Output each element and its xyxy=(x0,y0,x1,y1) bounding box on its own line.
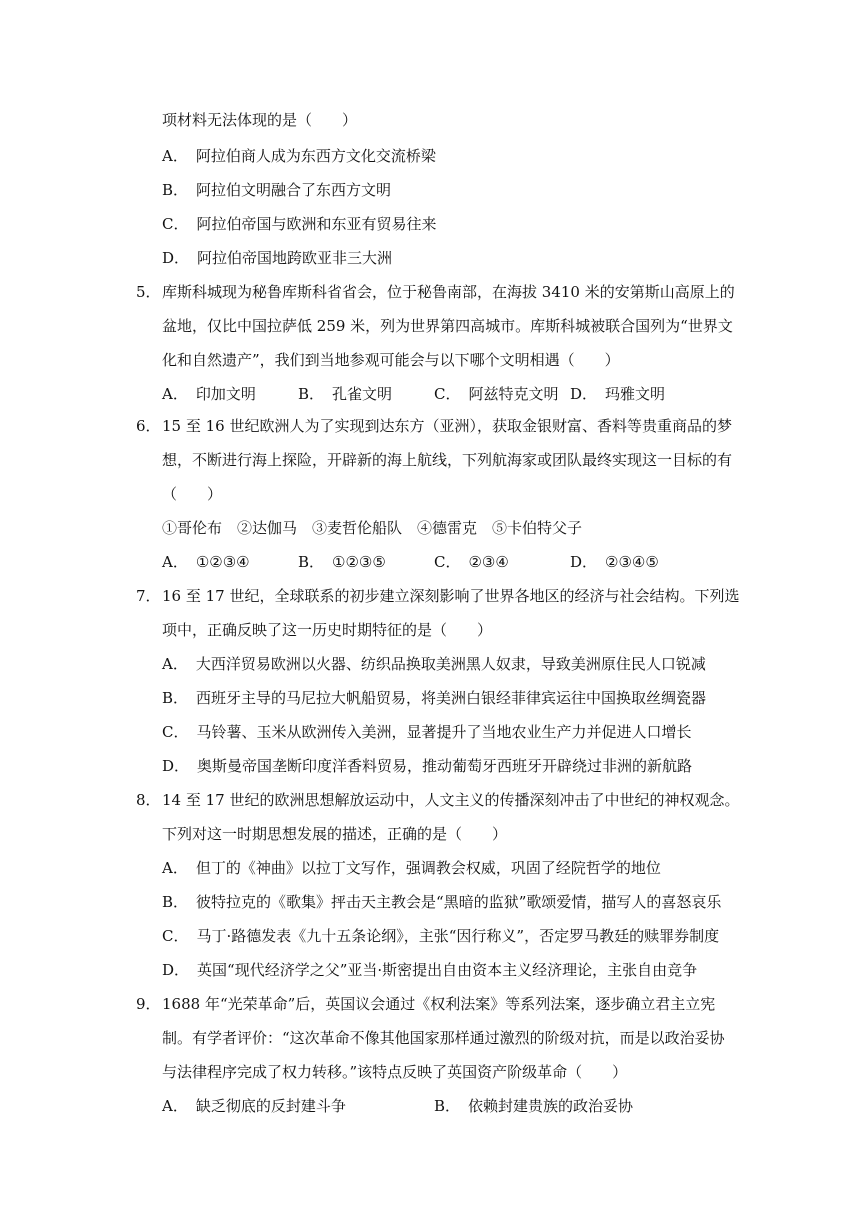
q8-option-d-text: 英国“现代经济学之父”亚当·斯密提出自由资本主义经济理论，主张自由竞争 xyxy=(197,961,698,979)
q7-option-d-text: 奥斯曼帝国垄断印度洋香料贸易，推动葡萄牙西班牙开辟绕过非洲的新航路 xyxy=(197,757,693,775)
q7-stem-line-1: 16 至 17 世纪，全球联系的初步建立深刻影响了世界各地区的经济与社会结构。下列选 xyxy=(162,587,740,605)
q5-stem-line-2: 盆地，仅比中国拉萨低 259 米，列为世界第四高城市。库斯科城被联合国列为“世界文 xyxy=(162,317,733,335)
option-letter: C． xyxy=(162,723,189,741)
q5-option-d[interactable] xyxy=(570,384,665,404)
q4-option-b-text: 阿拉伯文明融合了东西方文明 xyxy=(196,181,392,199)
option-letter: B． xyxy=(162,689,189,707)
q9-stem-line-2: 制。有学者评价：“这次革命不像其他国家那样通过激烈的阶级对抗，而是以政治妥协 xyxy=(162,1029,725,1047)
q5-number: 5． xyxy=(136,283,161,301)
q6-stem-line-3: （ ） xyxy=(162,485,223,503)
option-letter: A． xyxy=(162,655,188,673)
q5-option-c-text: 阿兹特克文明 xyxy=(468,385,559,403)
q5-option-d-text: 玛雅文明 xyxy=(605,385,666,403)
q7-number: 7． xyxy=(136,587,161,605)
option-letter: C． xyxy=(162,215,189,233)
q5-option-a[interactable] xyxy=(162,384,256,404)
q8-stem-line-2: 下列对这一时期思想发展的描述，正确的是（ ） xyxy=(162,825,508,843)
q8-option-b[interactable] xyxy=(162,892,721,912)
option-letter: B． xyxy=(162,893,189,911)
q9-option-b-text: 依赖封建贵族的政治妥协 xyxy=(468,1097,634,1115)
q4-option-c-text: 阿拉伯帝国与欧洲和东亚有贸易往来 xyxy=(196,215,437,233)
q4-option-a[interactable] xyxy=(162,146,436,166)
option-letter: A． xyxy=(162,147,188,165)
option-letter: A． xyxy=(162,1097,188,1115)
q6-option-c-text: ②③④ xyxy=(468,553,509,571)
option-letter: D． xyxy=(162,249,190,267)
q7-option-c-text: 马铃薯、玉米从欧洲传入美洲，显著提升了当地农业生产力并促进人口增长 xyxy=(196,723,692,741)
option-letter: D． xyxy=(162,961,190,979)
q7-option-a-text: 大西洋贸易欧洲以火器、纺织品换取美洲黑人奴隶，导致美洲原住民人口锐减 xyxy=(195,655,706,673)
q8-option-b-text: 彼特拉克的《歌集》抨击天主教会是“黑暗的监狱”歌颂爱情，描写人的喜怒哀乐 xyxy=(196,893,722,911)
q8-option-c-text: 马丁·路德发表《九十五条论纲》，主张“因行称义”，否定罗马教廷的赎罪券制度 xyxy=(196,927,720,945)
q5-option-a-text: 印加文明 xyxy=(195,385,256,403)
q6-stem-line-1: 15 至 16 世纪欧洲人为了实现到达东方（亚洲），获取金银财富、香料等贵重商品的梦 xyxy=(162,417,732,435)
q7-option-b[interactable] xyxy=(162,688,706,708)
q8-option-c[interactable] xyxy=(162,926,719,946)
q6-option-a[interactable] xyxy=(162,552,250,572)
q7-option-d[interactable] xyxy=(162,756,692,776)
q4-option-c[interactable] xyxy=(162,214,437,234)
q5-stem-line-3: 化和自然遗产”，我们到当地参观可能会与以下哪个文明相遇（ ） xyxy=(162,351,620,369)
option-letter: B． xyxy=(298,385,325,403)
q8-number: 8． xyxy=(136,791,161,809)
q7-stem-line-2: 项中，正确反映了这一历史时期特征的是（ ） xyxy=(162,621,493,639)
q9-option-a[interactable] xyxy=(162,1096,346,1116)
option-letter: B． xyxy=(298,553,325,571)
q9-stem-line-1: 1688 年“光荣革命”后，英国议会通过《权利法案》等系列法案，逐步确立君主立宪 xyxy=(162,995,716,1013)
q6-option-d-text: ②③④⑤ xyxy=(605,553,659,571)
q9-stem-line-3: 与法律程序完成了权力转移。”该特点反映了英国资产阶级革命（ ） xyxy=(162,1063,628,1081)
option-letter: B． xyxy=(434,1097,461,1115)
q7-option-a[interactable] xyxy=(162,654,706,674)
q8-option-a-text: 但丁的《神曲》以拉丁文写作，强调教会权威，巩固了经院哲学的地位 xyxy=(195,859,661,877)
q9-number: 9． xyxy=(136,995,161,1013)
q4-option-d[interactable] xyxy=(162,248,392,268)
q4-option-a-text: 阿拉伯商人成为东西方文化交流桥梁 xyxy=(195,147,436,165)
option-letter: C． xyxy=(162,927,189,945)
q5-option-b-text: 孔雀文明 xyxy=(332,385,393,403)
option-letter: B． xyxy=(162,181,189,199)
q6-option-c[interactable] xyxy=(434,552,509,572)
q4-option-b[interactable] xyxy=(162,180,391,200)
option-letter: A． xyxy=(162,385,188,403)
q6-option-b[interactable] xyxy=(298,552,386,572)
q7-option-b-text: 西班牙主导的马尼拉大帆船贸易，将美洲白银经菲律宾运往中国换取丝绸瓷器 xyxy=(196,689,707,707)
q4-stem-tail: 项材料无法体现的是（ ） xyxy=(162,111,358,129)
q6-stem-line-2: 想，不断进行海上探险，开辟新的海上航线，下列航海家或团队最终实现这一目标的有 xyxy=(162,451,733,469)
option-letter: A． xyxy=(162,859,188,877)
q9-option-b[interactable] xyxy=(434,1096,633,1116)
q8-option-a[interactable] xyxy=(162,858,661,878)
option-letter: A． xyxy=(162,553,188,571)
q5-option-c[interactable] xyxy=(434,384,559,404)
q6-items: ①哥伦布 ②达伽马 ③麦哲伦船队 ④德雷克 ⑤卡伯特父子 xyxy=(162,519,583,537)
q6-option-a-text: ①②③④ xyxy=(195,553,250,571)
q5-stem-line-1: 库斯科城现为秘鲁库斯科省省会，位于秘鲁南部，在海拔 3410 米的安第斯山高原上的 xyxy=(162,283,735,301)
q8-option-d[interactable] xyxy=(162,960,697,980)
option-letter: C． xyxy=(434,553,461,571)
option-letter: D． xyxy=(162,757,190,775)
q6-option-b-text: ①②③⑤ xyxy=(332,553,386,571)
option-letter: D． xyxy=(570,385,598,403)
q6-option-d[interactable] xyxy=(570,552,659,572)
option-letter: D． xyxy=(570,553,598,571)
q5-option-b[interactable] xyxy=(298,384,392,404)
option-letter: C． xyxy=(434,385,461,403)
q6-number: 6． xyxy=(136,417,161,435)
q8-stem-line-1: 14 至 17 世纪的欧洲思想解放运动中，人文主义的传播深刻冲击了中世纪的神权观念。 xyxy=(162,791,740,809)
q9-option-a-text: 缺乏彻底的反封建斗争 xyxy=(195,1097,346,1115)
q7-option-c[interactable] xyxy=(162,722,692,742)
q4-option-d-text: 阿拉伯帝国地跨欧亚非三大洲 xyxy=(197,249,393,267)
